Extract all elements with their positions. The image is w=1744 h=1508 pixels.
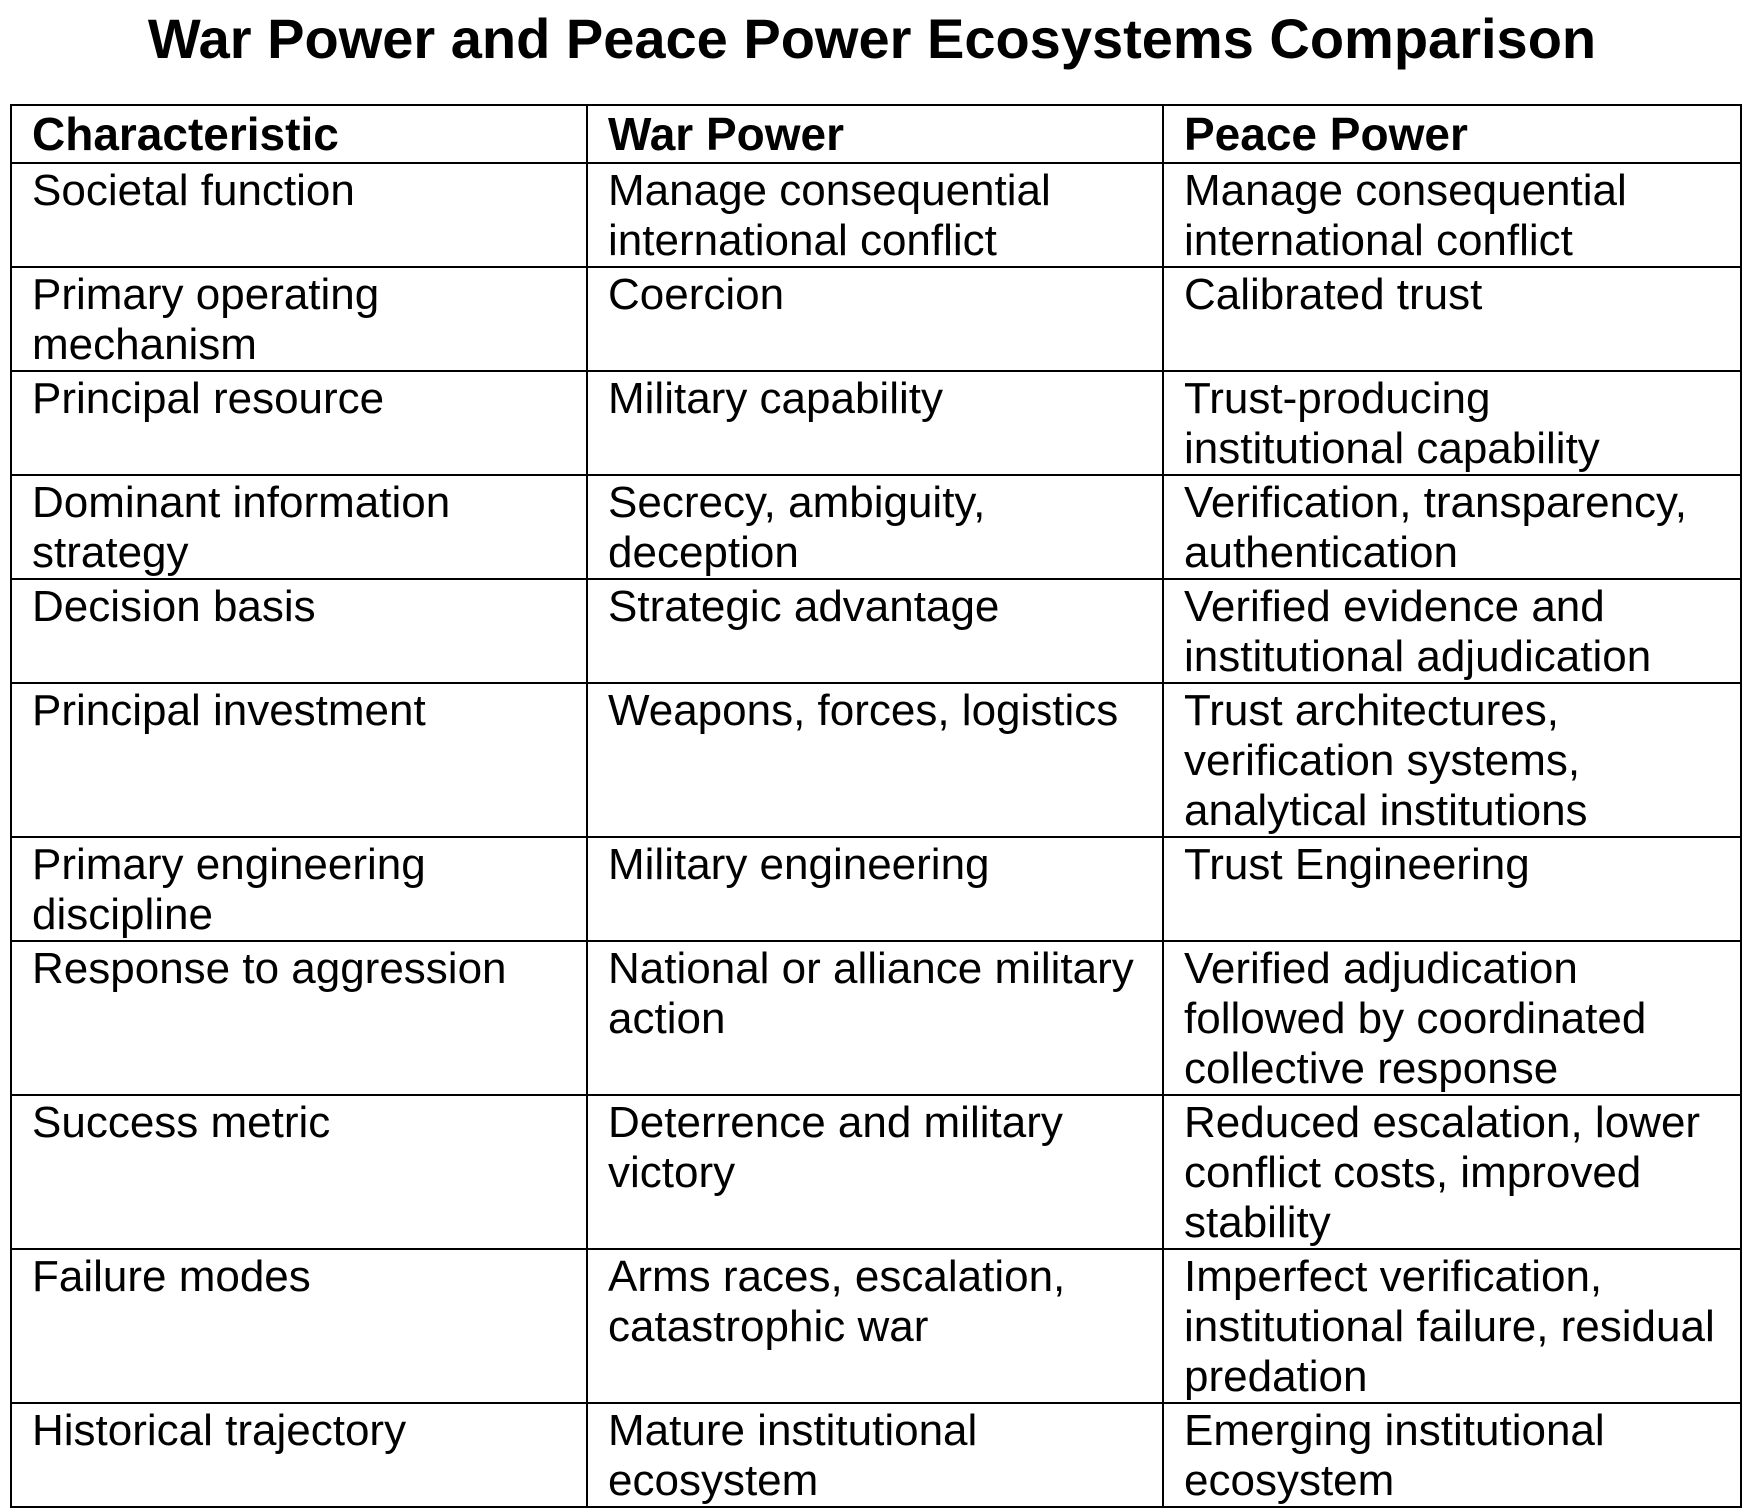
cell-characteristic: Response to aggression <box>11 941 587 1095</box>
cell-peace-power: Imperfect verification, institutional failure, residual predation <box>1163 1249 1741 1403</box>
cell-peace-power: Manage consequential international conflict <box>1163 163 1741 267</box>
cell-peace-power: Emerging institutional ecosystem <box>1163 1403 1741 1507</box>
cell-peace-power: Trust architectures, verification systems, analytical institutions <box>1163 683 1741 837</box>
cell-characteristic: Primary engineering discipline <box>11 837 587 941</box>
table-header-row <box>11 105 1741 163</box>
table-row <box>11 1249 1741 1403</box>
cell-characteristic: Primary operating mechanism <box>11 267 587 371</box>
page-title: War Power and Peace Power Ecosystems Comparison <box>147 7 1597 70</box>
cell-war-power: Secrecy, ambiguity, deception <box>587 475 1163 579</box>
table-row <box>11 1095 1741 1249</box>
cell-characteristic: Decision basis <box>11 579 587 683</box>
table-row <box>11 475 1741 579</box>
cell-war-power: Strategic advantage <box>587 579 1163 683</box>
cell-peace-power: Trust-producing institutional capability <box>1163 371 1741 475</box>
cell-war-power: Military engineering <box>587 837 1163 941</box>
table-row <box>11 163 1741 267</box>
cell-war-power: Deterrence and military victory <box>587 1095 1163 1249</box>
cell-characteristic: Societal function <box>11 163 587 267</box>
table-row <box>11 941 1741 1095</box>
table-row <box>11 371 1741 475</box>
table-row <box>11 267 1741 371</box>
cell-war-power: Military capability <box>587 371 1163 475</box>
table-row <box>11 579 1741 683</box>
cell-peace-power: Verified evidence and institutional adjudication <box>1163 579 1741 683</box>
column-header-peace-power: Peace Power <box>1163 105 1741 163</box>
table-row <box>11 1403 1741 1507</box>
column-header-characteristic: Characteristic <box>11 105 587 163</box>
cell-characteristic: Failure modes <box>11 1249 587 1403</box>
cell-war-power: Weapons, forces, logistics <box>587 683 1163 837</box>
comparison-table <box>10 104 1742 1508</box>
cell-characteristic: Historical trajectory <box>11 1403 587 1507</box>
cell-war-power: Coercion <box>587 267 1163 371</box>
cell-peace-power: Calibrated trust <box>1163 267 1741 371</box>
cell-characteristic: Principal resource <box>11 371 587 475</box>
table-row <box>11 683 1741 837</box>
cell-characteristic: Principal investment <box>11 683 587 837</box>
cell-peace-power: Verified adjudication followed by coordinated collective response <box>1163 941 1741 1095</box>
cell-characteristic: Success metric <box>11 1095 587 1249</box>
column-header-war-power: War Power <box>587 105 1163 163</box>
cell-war-power: Manage consequential international conflict <box>587 163 1163 267</box>
cell-war-power: Arms races, escalation, catastrophic war <box>587 1249 1163 1403</box>
cell-peace-power: Trust Engineering <box>1163 837 1741 941</box>
cell-war-power: Mature institutional ecosystem <box>587 1403 1163 1507</box>
cell-peace-power: Reduced escalation, lower conflict costs, improved stability <box>1163 1095 1741 1249</box>
cell-war-power: National or alliance military action <box>587 941 1163 1095</box>
cell-characteristic: Dominant information strategy <box>11 475 587 579</box>
table-row <box>11 837 1741 941</box>
cell-peace-power: Verification, transparency, authentication <box>1163 475 1741 579</box>
